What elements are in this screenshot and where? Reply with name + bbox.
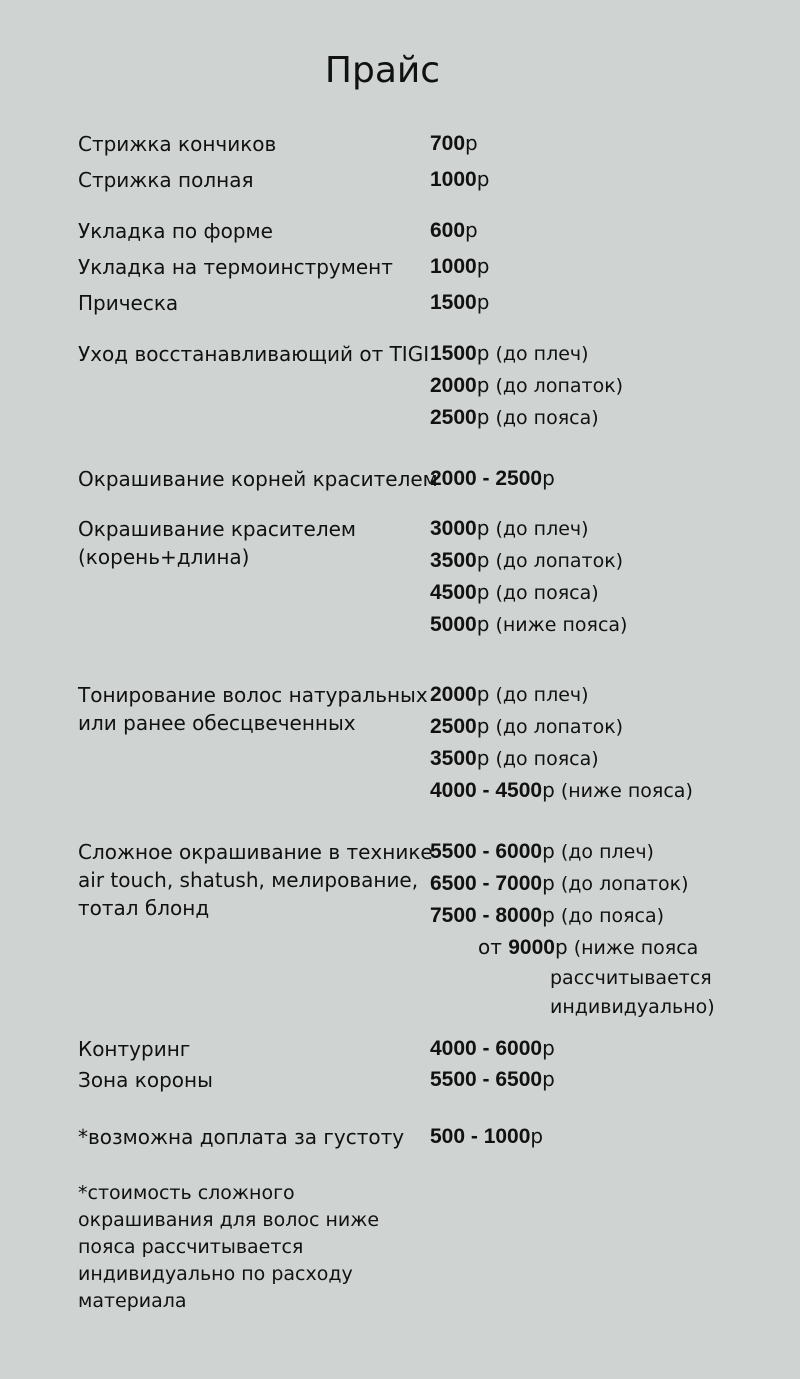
footnote-line: пояса рассчитывается [78, 1236, 304, 1258]
price-currency: р [476, 548, 490, 572]
price-note: (до плеч) [489, 343, 589, 365]
price-amount: 7500 - 8000 [430, 904, 543, 927]
price-amount: 1500 [430, 291, 477, 314]
price-note: (до плеч) [554, 841, 654, 863]
price-amount: 1000 [430, 168, 477, 191]
price-block [430, 463, 555, 495]
price-line [430, 215, 478, 247]
price-currency: р [476, 341, 490, 365]
service-name [78, 1066, 423, 1094]
price-prefix: от [478, 935, 509, 959]
price-currency: р [465, 131, 478, 155]
price-note: (до лопаток) [489, 716, 624, 738]
price-currency: р [476, 290, 490, 314]
price-note: (ниже пояса) [554, 780, 693, 802]
price-block [430, 164, 489, 196]
footnote-line: *стоимость сложного [78, 1182, 295, 1204]
price-amount: 4500 [430, 581, 477, 604]
price-block [430, 128, 478, 160]
service-name [78, 130, 423, 158]
price-currency: р [554, 935, 568, 959]
service-line: (корень+длина) [78, 545, 250, 569]
footnote-line: материала [78, 1290, 187, 1312]
price-line [430, 900, 715, 932]
footnote [78, 1180, 398, 1315]
price-block [430, 287, 489, 319]
price-currency: р [542, 1036, 555, 1060]
service-line: Укладка по форме [78, 219, 273, 243]
price-amount: 9000 [508, 936, 555, 959]
price-line [430, 836, 715, 868]
price-amount: 3000 [430, 517, 477, 540]
price-block [430, 1121, 543, 1153]
price-currency: р [476, 580, 490, 604]
price-amount: 4000 - 4500 [430, 779, 543, 802]
price-note-continued: индивидуально) [550, 996, 715, 1018]
price-amount: 2500 [430, 406, 477, 429]
price-note: (до лопаток) [554, 873, 689, 895]
price-line [430, 1064, 555, 1096]
price-amount: 3500 [430, 747, 477, 770]
service-line: Тонирование волос натуральных [78, 683, 428, 707]
service-line: Окрашивание красителем [78, 517, 357, 541]
price-block [430, 679, 693, 807]
price-amount: 500 - 1000 [430, 1125, 531, 1148]
price-amount: 2500 [430, 715, 477, 738]
price-line [430, 164, 489, 196]
price-line [430, 711, 693, 743]
price-note: (до пояса) [554, 905, 665, 927]
price-line [430, 609, 627, 641]
price-currency: р [476, 516, 490, 540]
service-name [78, 681, 428, 737]
service-line: Укладка на термоинструмент [78, 255, 393, 279]
service-line: Зона короны [78, 1068, 213, 1092]
service-name [78, 217, 423, 245]
price-line [430, 775, 693, 807]
price-amount: 700 [430, 132, 466, 155]
footnote-line: индивидуально по расходу [78, 1263, 353, 1285]
service-line: *возможна доплата за густоту [78, 1125, 405, 1149]
page-title: Прайс [324, 50, 441, 91]
price-amount: 1000 [430, 255, 477, 278]
service-line: или ранее обесцвеченных [78, 711, 356, 735]
service-name [78, 465, 438, 493]
price-currency: р [476, 373, 490, 397]
price-block [430, 513, 627, 641]
price-currency: р [542, 778, 555, 802]
price-block [430, 836, 715, 1022]
service-name [78, 1035, 423, 1063]
price-note: (до пояса) [489, 748, 599, 770]
price-amount: 600 [430, 219, 466, 242]
price-amount: 3500 [430, 549, 477, 572]
price-note: (ниже пояса) [489, 614, 628, 636]
price-note: (до пояса) [489, 407, 599, 429]
service-line: Сложное окрашивание в технике [78, 840, 433, 864]
service-line: Контуринг [78, 1037, 191, 1061]
price-line [430, 868, 715, 900]
price-amount: 5500 - 6500 [430, 1068, 543, 1091]
price-currency: р [476, 714, 490, 738]
price-currency: р [476, 682, 490, 706]
price-block [430, 215, 478, 247]
service-line: Стрижка кончиков [78, 132, 277, 156]
price-amount: 2000 [430, 683, 477, 706]
price-block [430, 338, 623, 434]
price-note: (ниже пояса [567, 937, 699, 959]
service-line: Уход восстанавливающий от TIGI [78, 342, 430, 366]
price-line [430, 743, 693, 775]
price-block [430, 1033, 555, 1065]
service-line: тотал блонд [78, 896, 210, 920]
price-line [430, 932, 715, 964]
service-name [78, 1123, 423, 1151]
price-currency: р [542, 1067, 555, 1091]
price-line [430, 679, 693, 711]
price-line [430, 287, 489, 319]
service-name [78, 340, 430, 368]
price-line [430, 128, 478, 160]
price-currency: р [476, 405, 490, 429]
service-name [78, 838, 433, 922]
price-note: (до лопаток) [489, 550, 624, 572]
price-amount: 5500 - 6000 [430, 840, 543, 863]
service-line: Окрашивание корней красителем [78, 467, 438, 491]
price-line [430, 577, 627, 609]
service-line: Стрижка полная [78, 168, 254, 192]
price-amount: 5000 [430, 613, 477, 636]
price-amount: 2000 [430, 374, 477, 397]
price-currency: р [542, 871, 555, 895]
price-currency: р [476, 612, 490, 636]
price-currency: р [465, 218, 478, 242]
price-line [430, 402, 623, 434]
price-currency: р [476, 167, 490, 191]
price-note-continued: рассчитывается [550, 967, 712, 989]
service-name [78, 253, 423, 281]
price-amount: 6500 - 7000 [430, 872, 543, 895]
service-line: Прическа [78, 291, 179, 315]
price-currency: р [542, 903, 555, 927]
service-name [78, 166, 423, 194]
price-note: (до лопаток) [489, 375, 624, 397]
price-note: (до плеч) [489, 518, 589, 540]
price-line [430, 545, 627, 577]
price-amount: 1500 [430, 342, 477, 365]
price-currency: р [542, 839, 555, 863]
price-currency: р [476, 254, 490, 278]
price-note: (до пояса) [489, 582, 599, 604]
service-line: air touch, shatush, мелирование, [78, 868, 419, 892]
price-line [430, 338, 623, 370]
price-note: (до плеч) [489, 684, 589, 706]
price-block [430, 1064, 555, 1096]
price-line [430, 1121, 543, 1153]
service-name [78, 515, 423, 571]
footnote-line: окрашивания для волос ниже [78, 1209, 380, 1231]
price-amount: 2000 - 2500 [430, 467, 543, 490]
price-line [430, 513, 627, 545]
price-currency: р [476, 746, 490, 770]
price-currency: р [530, 1124, 544, 1148]
price-line [430, 370, 623, 402]
price-amount: 4000 - 6000 [430, 1037, 543, 1060]
price-block [430, 251, 489, 283]
price-line [430, 463, 555, 495]
price-line [430, 1033, 555, 1065]
service-name [78, 289, 423, 317]
price-currency: р [542, 466, 555, 490]
price-line [430, 251, 489, 283]
